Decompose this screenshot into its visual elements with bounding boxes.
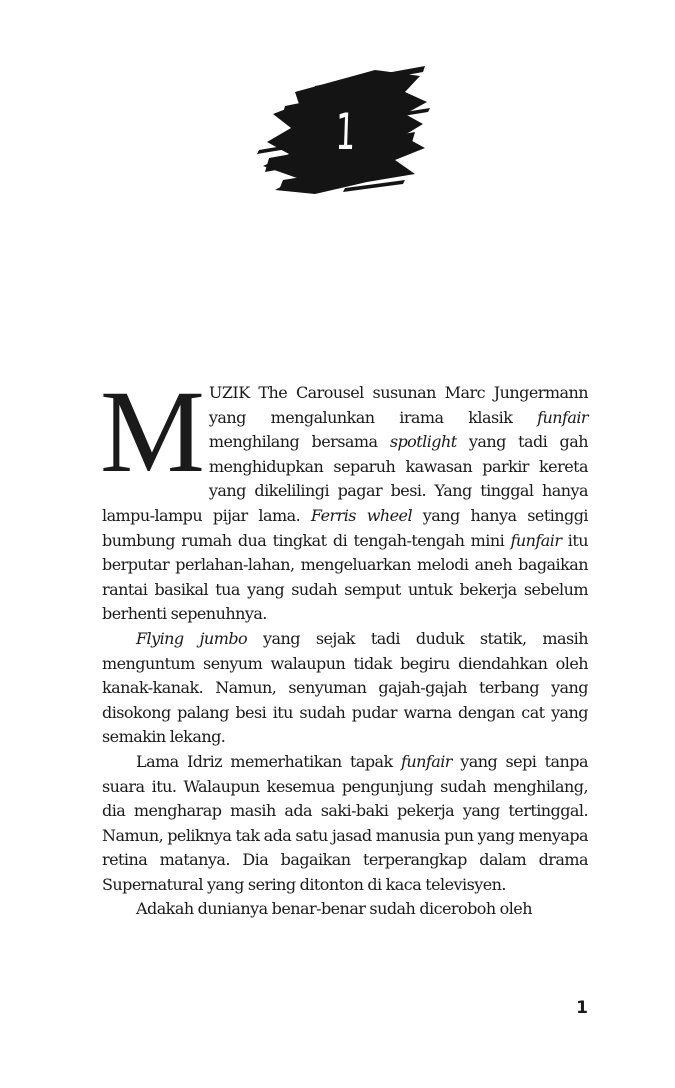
chapter-number: 1	[334, 103, 357, 161]
paragraph-1: MUZIK The Carousel susunan Marc Jungermann yang mengalunkan irama klasik funfair menghilang bersama spotlight yang tadi gah menghidupkan separuh kawasan parkir kereta yang dikelilingi pagar besi. Yang tinggal hanya lampu-lampu pijar lama. Ferris wheel yang hanya setinggi bumbung rumah dua tingkat di tengah-tengah mini funfair itu berputar perlahan-lahan, mengeluarkan melodi aneh bagaikan rantai basikal tua yang sudah semput untuk bekerja sebelum berhenti sepenuhnya.	[100, 366, 588, 624]
drop-cap: M	[100, 366, 205, 497]
page-number: 1	[576, 998, 588, 1018]
chapter-heading	[255, 62, 430, 202]
paragraph-3: Lama Idriz memerhatikan tapak funfair yang sepi tanpa suara itu. Walaupun kesemua pengunjung sudah menghilang, dia mengharap masih ada saki-baki pekerja yang tertinggal. Namun, peliknya tak ada satu jasad manusia pun yang menyapa retina matanya. Dia bagaikan terperangkap dalam drama Supernatural yang sering ditonton di kaca televisyen.	[102, 751, 588, 894]
chapter-body	[100, 366, 588, 922]
paragraph-4: Adakah dunianya benar-benar sudah diceroboh oleh	[136, 899, 532, 919]
paragraph-2: Flying jumbo yang sejak tadi duduk statik, masih menguntum senyum walaupun tidak begiru diendahkan oleh kanak-kanak. Namun, senyuman gajah-gajah terbang yang disokong palang besi itu sudah pudar warna dengan cat yang semakin lekang.	[102, 628, 588, 747]
